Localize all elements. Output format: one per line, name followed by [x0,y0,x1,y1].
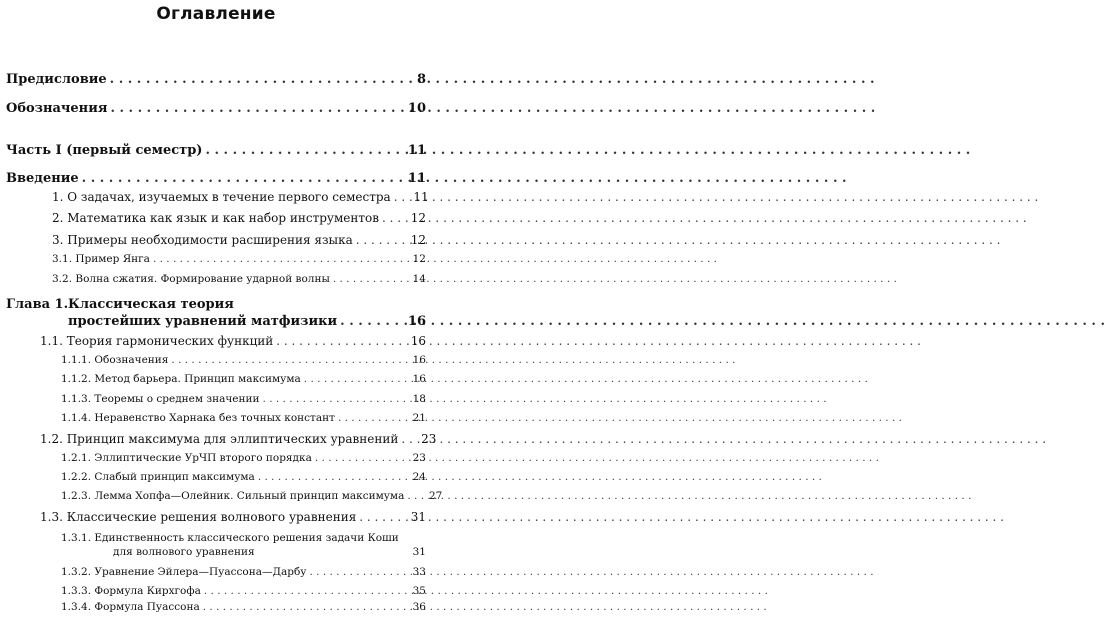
toc-entry[interactable] [0,546,432,564]
toc-page-number: 11 [407,143,426,158]
toc-entry[interactable] [0,510,432,528]
toc-page-number: 16 [410,334,426,348]
toc-page-number: 23 [421,432,437,446]
toc-entry-text: 3.1. Пример Янга [52,253,150,265]
toc-entry[interactable] [0,412,432,430]
toc-leader [263,393,401,405]
toc-leader [82,171,401,186]
toc-page-number: 33 [412,566,426,578]
toc-entry-text: 1.2.1. Эллиптические УрЧП второго порядка [61,452,312,464]
toc-leader [356,233,401,247]
toc-leader [205,143,401,158]
toc-page-number: 27 [428,490,443,502]
toc-leader [304,373,401,385]
toc-page-number: 31 [410,510,426,524]
toc-leader [204,585,401,597]
toc-entry-text: 1.1.1. Обозначения [61,354,169,366]
toc-entry[interactable] [0,452,432,470]
toc-entry[interactable] [0,211,432,229]
toc-leader [382,211,401,225]
toc-entry-text: 2. Математика как язык и как набор инструментов [52,211,380,225]
toc-page-number: 36 [412,601,426,613]
page-title: Оглавление [156,4,276,24]
toc-page-number: 12 [410,233,426,247]
toc-entry-text: 1.3.2. Уравнение Эйлера—Пуассона—Дарбу [61,566,307,578]
toc-entry-text: 1.2. Принцип максимума для эллиптических уравнений [40,432,399,446]
toc-leader [276,334,401,348]
toc-page-number: 14 [412,273,426,285]
toc-page-number: 21 [412,412,426,424]
toc-leader [171,354,401,366]
toc-entry[interactable] [0,253,432,271]
toc-entry-text: 1.3.3. Формула Кирхгофа [61,585,201,597]
toc-entry-text-cont: для волнового уравнения [113,546,255,558]
toc-entry-intro[interactable] [0,171,432,189]
toc-entry[interactable] [0,334,432,352]
toc-leader [394,190,404,204]
toc-leader [153,253,401,265]
toc-leader [258,471,401,483]
toc-entry-text: 3. Примеры необходимости расширения языка [52,233,353,247]
toc-entry-text: 1.3.4. Формула Пуассона [61,601,200,613]
toc-entry-text: простейших уравнений матфизики [68,314,338,329]
toc-entry-text: 1.3.1. Единственность классического решения задачи Коши [61,532,399,544]
toc-entry-text: Часть I (первый семестр) [6,143,203,158]
toc-entry-text: 1.3. Классические решения волнового уравнения [40,510,357,524]
toc-entry-text: Введение [6,171,79,186]
chapter-title-line1: Классическая теория [68,297,234,312]
toc-leader [203,601,401,613]
toc-page-number: 12 [410,211,426,225]
toc-entry-text: 1.2.3. Лемма Хопфа—Олейник. Сильный принцип максимума [61,490,405,502]
toc-entry-notation[interactable] [0,101,432,119]
toc-page-number: 10 [407,101,426,116]
toc-page-number: 12 [412,253,426,265]
toc-page-number: 31 [412,546,426,558]
toc-page-number: 16 [412,373,426,385]
toc-leader [309,566,401,578]
toc-entry[interactable] [0,490,443,508]
toc-entry[interactable] [0,471,432,489]
toc-entry[interactable] [0,601,432,619]
toc-page-number: 16 [407,314,426,329]
toc-page-number: 11 [407,171,426,186]
toc-entry[interactable] [0,354,432,372]
toc-page-number: 35 [412,585,426,597]
toc-entry[interactable] [0,432,437,450]
toc-leader [407,490,417,502]
toc-page-number: 11 [413,190,429,204]
toc-page-number: 23 [412,452,426,464]
toc-entry-text: 1.2.2. Слабый принцип максимума [61,471,255,483]
toc-page-number: 18 [412,393,426,405]
toc-leader [401,432,411,446]
toc-entry-text: Обозначения [6,101,108,116]
toc-entry-text: 1.1.2. Метод барьера. Принцип максимума [61,373,301,385]
toc-entry-text: 3.2. Волна сжатия. Формирование ударной волны [52,273,330,285]
toc-leader [333,273,401,285]
toc-leader [110,101,401,116]
chapter-label: Глава 1. [6,297,69,312]
toc-leader [359,510,401,524]
toc-page-number: 16 [412,354,426,366]
toc-page-number: 8 [416,72,426,87]
toc-entry[interactable] [0,190,432,208]
toc-leader [340,314,401,329]
toc-entry-part-1[interactable] [0,143,432,161]
toc-entry[interactable] [0,273,432,291]
toc-entry-text: 1.1. Теория гармонических функций [40,334,274,348]
toc-leader [110,72,401,87]
toc-entry-text: 1. О задачах, изучаемых в течение первого семестра [52,190,391,204]
toc-leader [338,412,401,424]
toc-entry-preface[interactable] [0,72,432,90]
toc-entry[interactable] [0,233,432,251]
toc-leader [315,452,401,464]
toc-entry[interactable] [0,566,432,584]
toc-entry[interactable] [0,373,432,391]
toc-entry-text: Предисловие [6,72,107,87]
toc-entry-text: 1.1.4. Неравенство Харнака без точных констант [61,412,335,424]
toc-entry[interactable] [0,393,432,411]
toc-entry-text: 1.1.3. Теоремы о среднем значении [61,393,260,405]
toc-page-number: 24 [412,471,426,483]
toc-entry-chapter-1[interactable] [0,314,432,332]
